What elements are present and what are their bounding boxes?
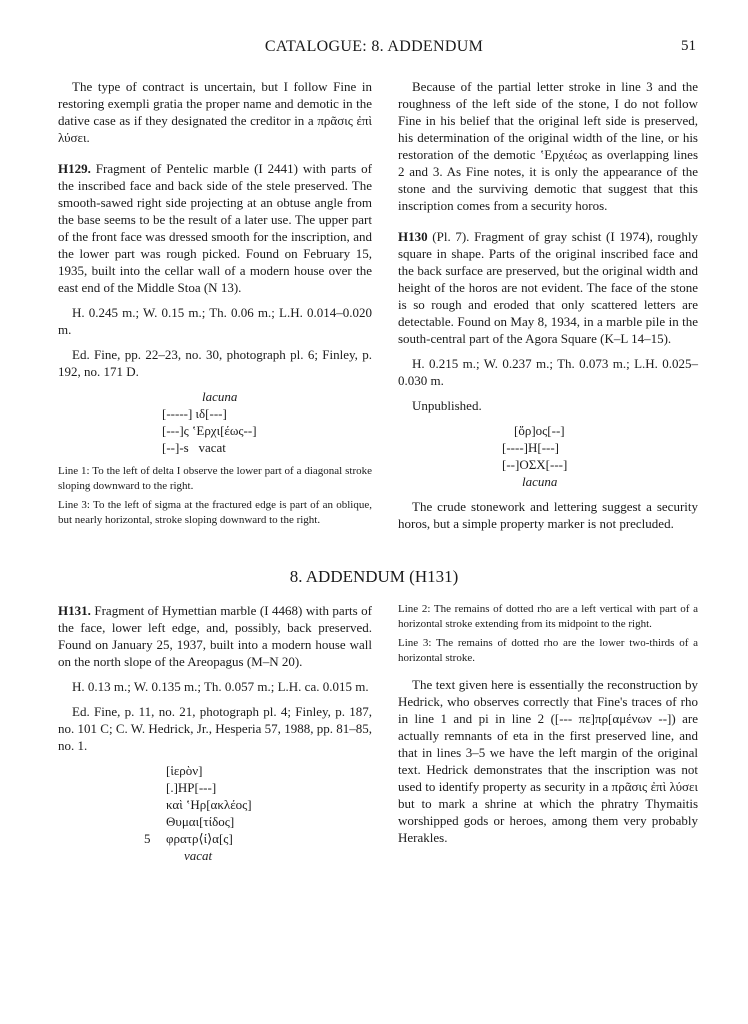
h130-dimensions: H. 0.215 m.; W. 0.237 m.; Th. 0.073 m.; L.H. 0.025–0.030 m. xyxy=(398,356,698,388)
h131-entry xyxy=(58,602,372,670)
h131-edition: Ed. Fine, p. 11, no. 21, photograph pl. 4; Finley, p. 187, no. 101 C; C. W. Hedrick, Jr., Hesperia 57, 1988, pp. 81–85, no. 1. xyxy=(58,704,372,753)
right-column-top xyxy=(398,78,698,540)
inscription-line: vacat xyxy=(184,848,213,863)
section-title: 8. ADDENDUM (H131) xyxy=(289,567,459,586)
h129-edition: Ed. Fine, pp. 22–23, no. 30, photograph pl. 6; Finley, p. 192, no. 171 D. xyxy=(58,347,372,379)
left-column-bottom xyxy=(58,602,372,872)
h131-note-line3: Line 3: The remains of dotted rho are the lower two-thirds of a horizontal stroke. xyxy=(398,637,698,664)
h130-entry xyxy=(398,228,698,347)
page-number: 51 xyxy=(681,38,696,54)
running-header: CATALOGUE: 8. ADDENDUM xyxy=(264,38,484,55)
h130-id: H130 xyxy=(398,229,428,244)
inscription-line: [--]-s vacat xyxy=(162,440,226,455)
h129-id: H129. xyxy=(58,161,91,176)
inscription-line: [-----] ιδ[---] xyxy=(162,406,227,421)
h129-note-line1: Line 1: To the left of delta I observe the lower part of a diagonal stroke sloping downward to the right. xyxy=(58,465,372,492)
h130-conclusion: The crude stonework and lettering suggest a security horos, but a simple property marker is not precluded. xyxy=(398,499,698,531)
inscription-line: [----]Η[---] xyxy=(502,440,560,455)
inscription-line: [--]ΟΣΧ[---] xyxy=(502,457,568,472)
inscription-text: φρατρ⟨ί⟩α[ς] xyxy=(166,831,233,846)
inscription-line xyxy=(144,830,372,847)
h129-discussion: Because of the partial letter stroke in line 3 and the roughness of the left side of the stone, I do not follow Fine in his belief that the original left side is preserved, his determination of the original width of the line, or his restoration of the demotic ʽΕρχιέως as overlapping lines 2 and 3. As Fine notes, it is only the appearance of the stone and the surviving demotic that suggest that this inscription comes from a security horos. xyxy=(398,79,698,213)
right-column-bottom xyxy=(398,602,698,854)
inscription-line: Θυμαι[τίδος] xyxy=(166,814,235,829)
inscription-line: καὶ ʽΗρ[ακλέος] xyxy=(166,797,252,812)
inscription-line: [ὅρ]ος[--] xyxy=(514,423,565,438)
h130-inscription xyxy=(398,422,698,490)
h129-dimensions: H. 0.245 m.; W. 0.15 m.; Th. 0.06 m.; L.H. 0.014–0.020 m. xyxy=(58,305,372,337)
h130-description: (Pl. 7). Fragment of gray schist (I 1974), roughly square in shape. Parts of the original inscribed face and the back surface are preserved, but the original width and height of the horos are not evident. The face of the stone is so rough and eroded that only scattered letters are detectable. Found on May 8, 1934, in a marble pile in the south-central part of the Agora Square (K–L 14–15). xyxy=(398,229,699,346)
h131-description: Fragment of Hymettian marble (I 4468) with parts of the face, lower left edge, and, possibly, back preserved. Found on January 25, 1937, built into a modern house wall on the north slope of the Areopagus (M–N 20). xyxy=(58,603,372,669)
h131-id: H131. xyxy=(58,603,91,618)
left-column-top xyxy=(58,78,372,532)
h131-dimensions: H. 0.13 m.; W. 0.135 m.; Th. 0.057 m.; L.H. ca. 0.015 m. xyxy=(72,679,369,694)
inscription-line: [---]ς ʽΕρχι[έως--] xyxy=(162,423,257,438)
h131-inscription xyxy=(58,762,372,864)
h131-note-line2: Line 2: The remains of dotted rho are a left vertical with part of a horizontal stroke extending from its midpoint to the right. xyxy=(398,603,698,630)
h129-inscription xyxy=(58,388,372,456)
h129-description: Fragment of Pentelic marble (I 2441) with parts of the inscribed face and back side of the stele preserved. The smooth-sawed right side projecting at an obtuse angle from the base seems to be the result of a later use. The upper part of the front face was dressed smooth for the inscription, and the lower part was rough picked. Found on February 15, 1935, built into the cellar wall of a modern house over the east end of the Middle Stoa (N 13). xyxy=(58,161,372,295)
h130-publication: Unpublished. xyxy=(412,398,482,413)
h131-discussion: The text given here is essentially the reconstruction by Hedrick, who observes correctly that Fine's traces of rho in line 1 and pi in line 2 ([--- πε]πρ[αμένων --]) are actually remnants of eta in the first preserved line, and that in lines 3–5 we have the left margin of the original text. Hedrick demonstrates that the inscription was not used to identify property as security in a πρᾶσις ἐπὶ λύσει but to mark a shrine at which the phratry Thymaitis worshipped gods or heroes, among them very probably Herakles. xyxy=(398,677,698,845)
inscription-line: lacuna xyxy=(522,474,558,489)
intro-paragraph: The type of contract is uncertain, but I follow Fine in restoring exempli gratia the proper name and demotic in the dative case as if they designated the creditor in a πρᾶσις ἐπὶ λύσει. xyxy=(58,79,372,145)
inscription-line: [ἱερὸν] xyxy=(166,763,203,778)
line-number: 5 xyxy=(144,831,151,846)
h129-note-line3: Line 3: To the left of sigma at the fractured edge is part of an oblique, but nearly horizontal, stroke sloping downward to the right. xyxy=(58,499,372,526)
h129-entry xyxy=(58,160,372,296)
inscription-line: [.]ΗΡ[---] xyxy=(166,780,217,795)
inscription-line: lacuna xyxy=(202,389,238,404)
